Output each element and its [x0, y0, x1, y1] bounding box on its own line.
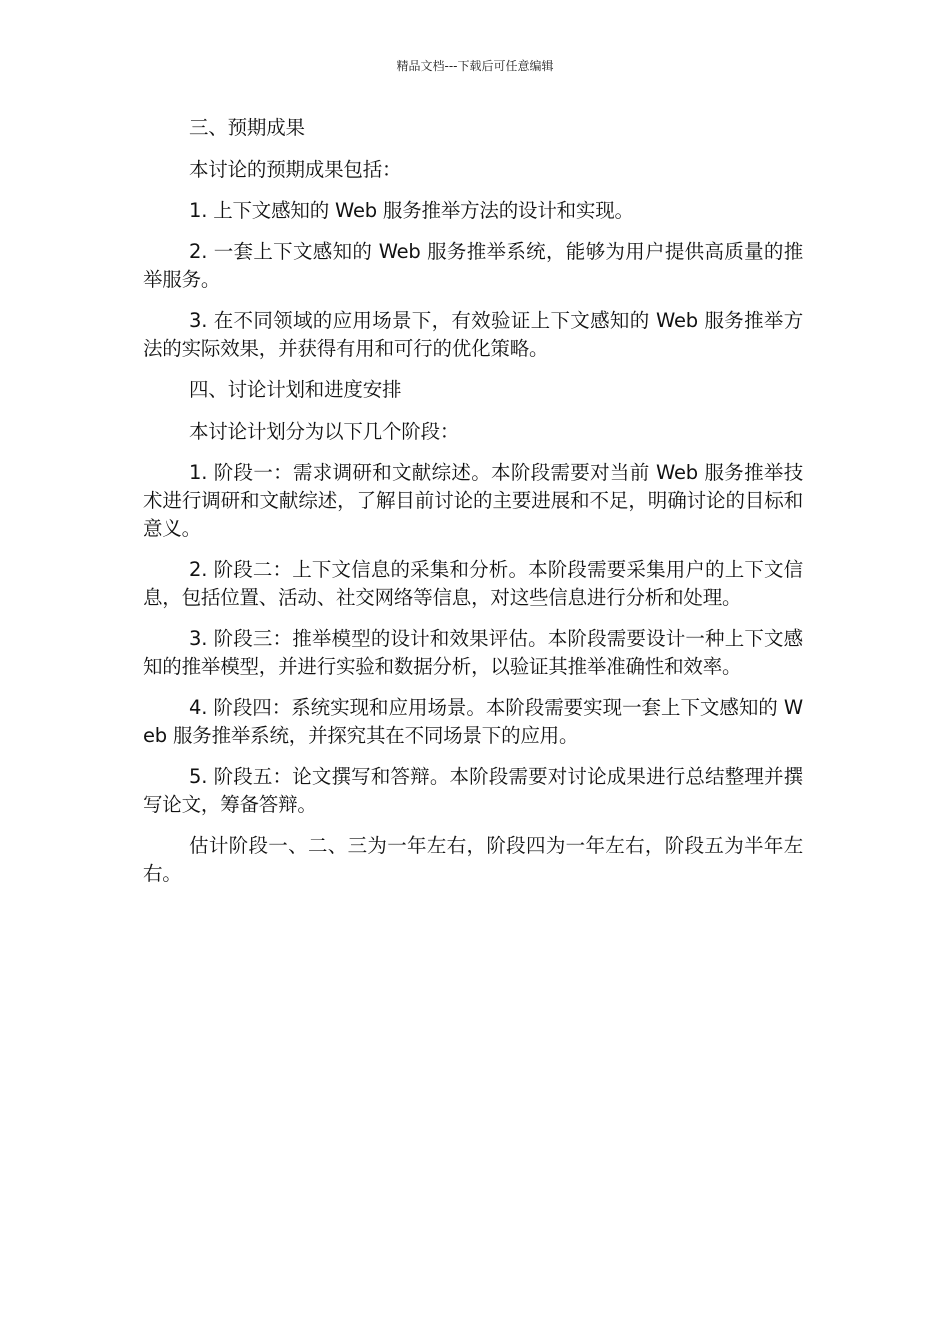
section-heading-expected-results: 三、预期成果: [189, 116, 305, 139]
paragraph-stage-2: 2. 阶段二：上下文信息的采集和分析。本阶段需要采集用户的上下文信息，包括位置、活动、社交网络等信息，对这些信息进行分析和处理。: [143, 558, 803, 609]
paragraph-stage-4: 4. 阶段四：系统实现和应用场景。本阶段需要实现一套上下文感知的 Web 服务推举系统，并探究其在不同场景下的应用。: [143, 696, 803, 747]
paragraph-estimate: 估计阶段一、二、三为一年左右，阶段四为一年左右，阶段五为半年左右。: [143, 834, 803, 885]
paragraph-stage-5: 5. 阶段五：论文撰写和答辩。本阶段需要对讨论成果进行总结整理并撰写论文，筹备答辩。: [143, 765, 803, 816]
paragraph-result-2: 2. 一套上下文感知的 Web 服务推举系统，能够为用户提供高质量的推举服务。: [143, 240, 803, 291]
paragraph-intro-results: 本讨论的预期成果包括：: [189, 158, 402, 181]
section-heading-plan: 四、讨论计划和进度安排: [189, 378, 402, 401]
paragraph-stage-1: 1. 阶段一：需求调研和文献综述。本阶段需要对当前 Web 服务推举技术进行调研和文献综述，了解目前讨论的主要进展和不足，明确讨论的目标和意义。: [143, 461, 803, 540]
paragraph-intro-plan: 本讨论计划分为以下几个阶段：: [189, 420, 460, 443]
page-header: 精品文档---下载后可任意编辑: [396, 59, 554, 73]
paragraph-result-1: 1. 上下文感知的 Web 服务推举方法的设计和实现。: [189, 199, 634, 222]
document-body: [143, 114, 803, 901]
paragraph-stage-3: 3. 阶段三：推举模型的设计和效果评估。本阶段需要设计一种上下文感知的推举模型，并进行实验和数据分析，以验证其推举准确性和效率。: [143, 627, 803, 678]
paragraph-result-3: 3. 在不同领域的应用场景下，有效验证上下文感知的 Web 服务推举方法的实际效果，并获得有用和可行的优化策略。: [143, 309, 803, 360]
